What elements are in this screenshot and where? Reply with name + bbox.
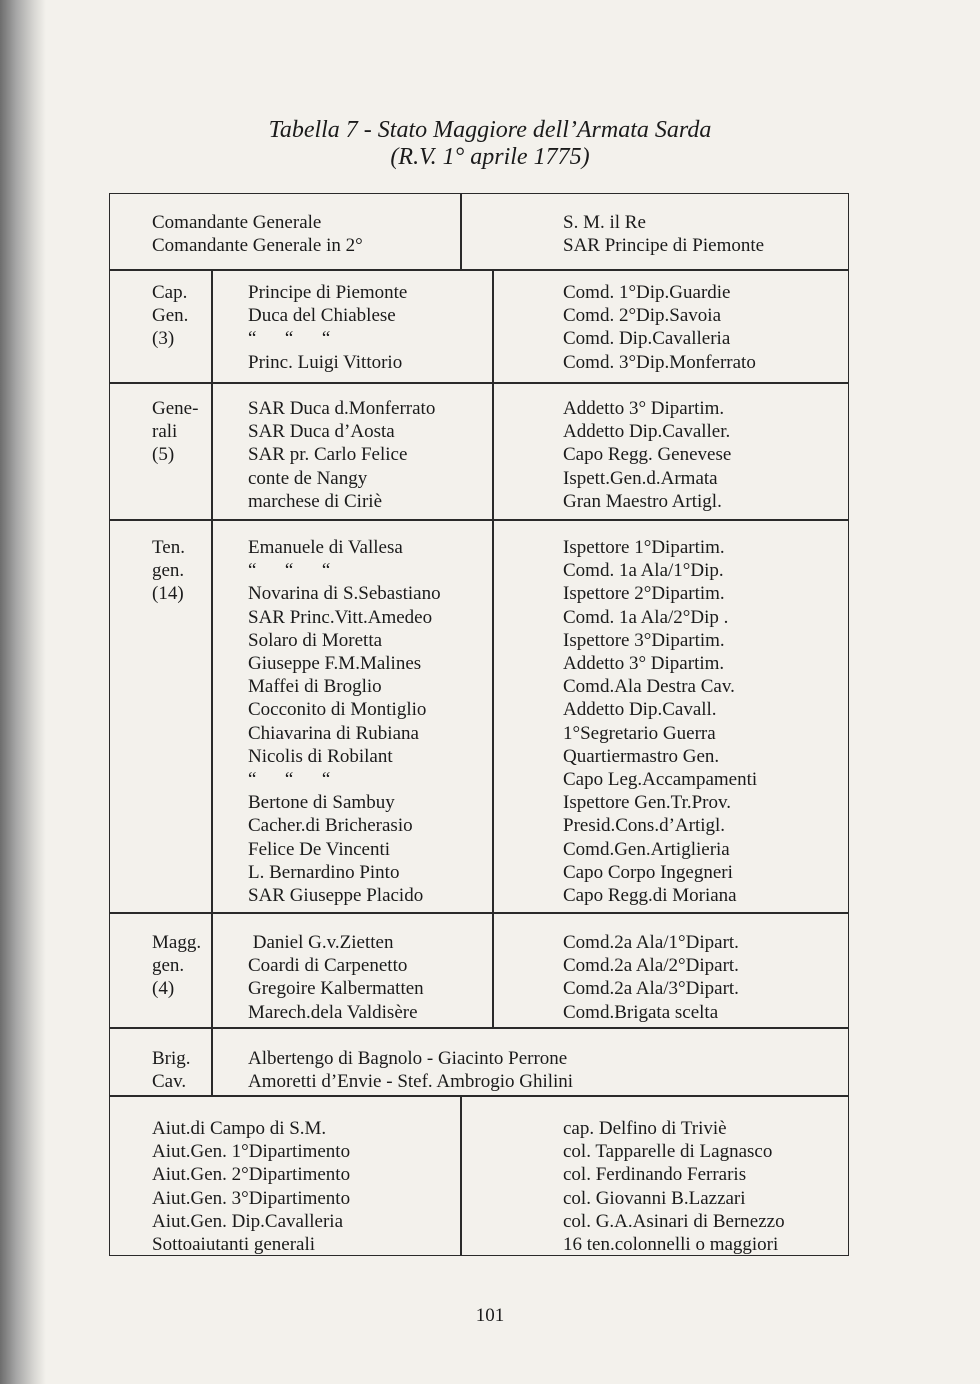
row-divider [109, 1095, 849, 1097]
bottom-left-cell: Aiut.di Campo di S.M. Aiut.Gen. 1°Dipartimento Aiut.Gen. 2°Dipartimento Aiut.Gen. 3°Dipartimento Aiut.Gen. Dip.Cavalleria Sottoaiutanti generali [152, 1118, 351, 1256]
rank-label: Cap. Gen. (3) [152, 282, 189, 350]
column-divider [460, 1095, 462, 1256]
row-divider [109, 269, 849, 271]
names-list: SAR Duca d.Monferrato SAR Duca d’Aosta SAR pr. Carlo Felice conte de Nangy marchese di Ciriè [248, 398, 436, 512]
row-divider [109, 519, 849, 521]
names-list: Daniel G.v.Zietten Coardi di Carpenetto Gregoire Kalbermatten Marech.dela Valdisère [248, 932, 424, 1023]
row-divider [109, 382, 849, 384]
top-left-cell: Comandante Generale Comandante Generale in 2° [152, 212, 363, 257]
page-number: 101 [475, 1305, 505, 1326]
rank-label: Magg. gen. (4) [152, 932, 202, 1000]
names-list: Principe di Piemonte Duca del Chiablese “ “ “ Princ. Luigi Vittorio [248, 282, 408, 373]
names-list: Albertengo di Bagnolo - Giacinto Perrone Amoretti d’Envie - Stef. Ambrogio Ghilini [248, 1048, 574, 1093]
top-right-cell: S. M. il Re SAR Principe di Piemonte [563, 212, 765, 257]
rank-label: Ten. gen. (14) [152, 537, 185, 605]
names-list: Emanuele di Vallesa “ “ “ Novarina di S.Sebastiano SAR Princ.Vitt.Amedeo Solaro di Moretta Giuseppe F.M.Malines Maffei di Broglio Cocconito di Montiglio Chiavarina di Rubiana Nicolis di Robilant “ “ “ Bertone di Sambuy Cacher.di Bricherasio Felice De Vincenti L. Bernardino Pinto SAR Giuseppe Placido [248, 537, 441, 907]
page-gutter-shadow [0, 0, 46, 1384]
rank-label: Brig. Cav. [152, 1048, 191, 1093]
column-divider [460, 193, 462, 270]
column-divider [492, 269, 494, 1028]
table-subtitle: (R.V. 1° aprile 1775) [390, 144, 590, 170]
row-divider [109, 1027, 849, 1029]
roles-list: Ispettore 1°Dipartim. Comd. 1a Ala/1°Dip. Ispettore 2°Dipartim. Comd. 1a Ala/2°Dip . Ispettore 3°Dipartim. Addetto 3° Dipartim. Comd.Ala Destra Cav. Addetto Dip.Cavall. 1°Segretario Guerra Quartiermastro Gen. Capo Leg.Accampamenti Ispettore Gen.Tr.Prov. Presid.Cons.d’Artigl. Comd.Gen.Artiglieria Capo Corpo Ingegneri Capo Regg.di Moriana [563, 537, 758, 907]
row-divider [109, 912, 849, 914]
roles-list: Addetto 3° Dipartim. Addetto Dip.Cavaller. Capo Regg. Genevese Ispett.Gen.d.Armata Gran Maestro Artigl. [563, 398, 732, 512]
roles-list: Comd.2a Ala/1°Dipart. Comd.2a Ala/2°Dipart. Comd.2a Ala/3°Dipart. Comd.Brigata scelta [563, 932, 739, 1023]
column-divider [211, 269, 213, 1096]
bottom-right-cell: cap. Delfino di Triviè col. Tapparelle di Lagnasco col. Ferdinando Ferraris col. Giovanni B.Lazzari col. G.A.Asinari di Bernezzo 16 ten.colonnelli o maggiori [563, 1118, 785, 1256]
rank-label: Gene- rali (5) [152, 398, 199, 466]
table-title: Tabella 7 - Stato Maggiore dell’Armata Sarda [268, 117, 712, 143]
roles-list: Comd. 1°Dip.Guardie Comd. 2°Dip.Savoia Comd. Dip.Cavalleria Comd. 3°Dip.Monferrato [563, 282, 756, 373]
